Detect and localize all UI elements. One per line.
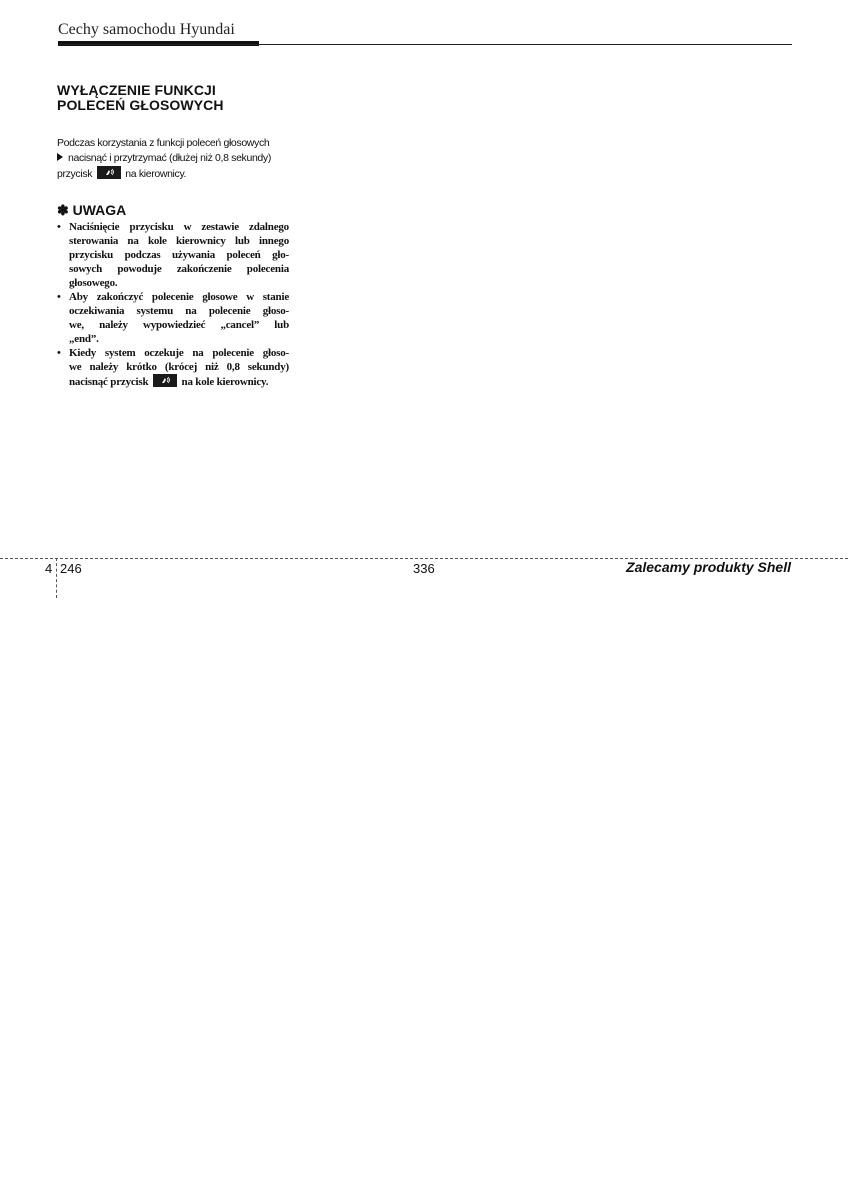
voice-talk-button-icon: [97, 166, 121, 179]
bullet: •: [57, 291, 61, 303]
note-line: we należy krótko (krócej niż 0,8 sekundy): [69, 361, 289, 373]
note-line: oczekiwania systemu na polecenie głoso-: [69, 305, 289, 317]
note-line: Kiedy system oczekuje na polecenie głoso-: [69, 347, 289, 359]
note-line-with-icon: [69, 374, 289, 389]
note-item-3: [57, 346, 289, 389]
header-rule: [58, 44, 792, 45]
note-line: sterowania na kole kierownicy lub innego: [69, 235, 289, 247]
note-line: przycisku podczas używania poleceń gło-: [69, 249, 289, 261]
note-title: ✽ UWAGA: [57, 202, 127, 218]
note-line: we, należy wypowiedzieć „cancel” lub: [69, 319, 289, 331]
note-line: Aby zakończyć polecenie głosowe w stanie: [69, 291, 289, 303]
header-title: Cechy samochodu Hyundai: [58, 21, 235, 38]
section-body: [57, 136, 297, 182]
section-title-line-2: POLECEŃ GŁOSOWYCH: [57, 97, 224, 113]
bullet: •: [57, 347, 61, 359]
footer-brand-text: Zalecamy produkty Shell: [626, 559, 791, 575]
footer-chapter-number: 4: [45, 561, 53, 576]
note-line: sowych powoduje zakończenie polecenia: [69, 263, 289, 275]
body-line-1: Podczas korzystania z funkcji poleceń głosowych: [57, 137, 270, 149]
bullet: •: [57, 221, 61, 233]
note-line: „end”.: [69, 333, 99, 345]
note-item-1: [57, 220, 289, 290]
section-title: [57, 83, 224, 113]
note-line: Naciśnięcie przycisku w zestawie zdalnego: [69, 221, 289, 233]
body-line-3-post: na kierownicy.: [125, 168, 187, 180]
note-list: [57, 220, 289, 389]
body-line-3-pre: przycisk: [57, 168, 93, 180]
body-line-3: [57, 166, 297, 182]
cut-line-vertical: [56, 558, 57, 598]
note-line: głosowego.: [69, 277, 118, 289]
footer-page-number: 246: [60, 561, 82, 576]
voice-talk-button-icon: [153, 374, 177, 387]
arrow-right-icon: [57, 153, 63, 161]
note-item-2: [57, 290, 289, 346]
footer-center-number: 336: [413, 561, 435, 576]
body-line-2-text: nacisnąć i przytrzymać (dłużej niż 0,8 sekundy): [68, 152, 271, 164]
body-line-2: [57, 151, 297, 166]
note-line-pre: nacisnąć przycisk: [69, 376, 149, 388]
note-line-post: na kole kierownicy.: [181, 376, 269, 388]
section-title-line-1: WYŁĄCZENIE FUNKCJI: [57, 82, 216, 98]
